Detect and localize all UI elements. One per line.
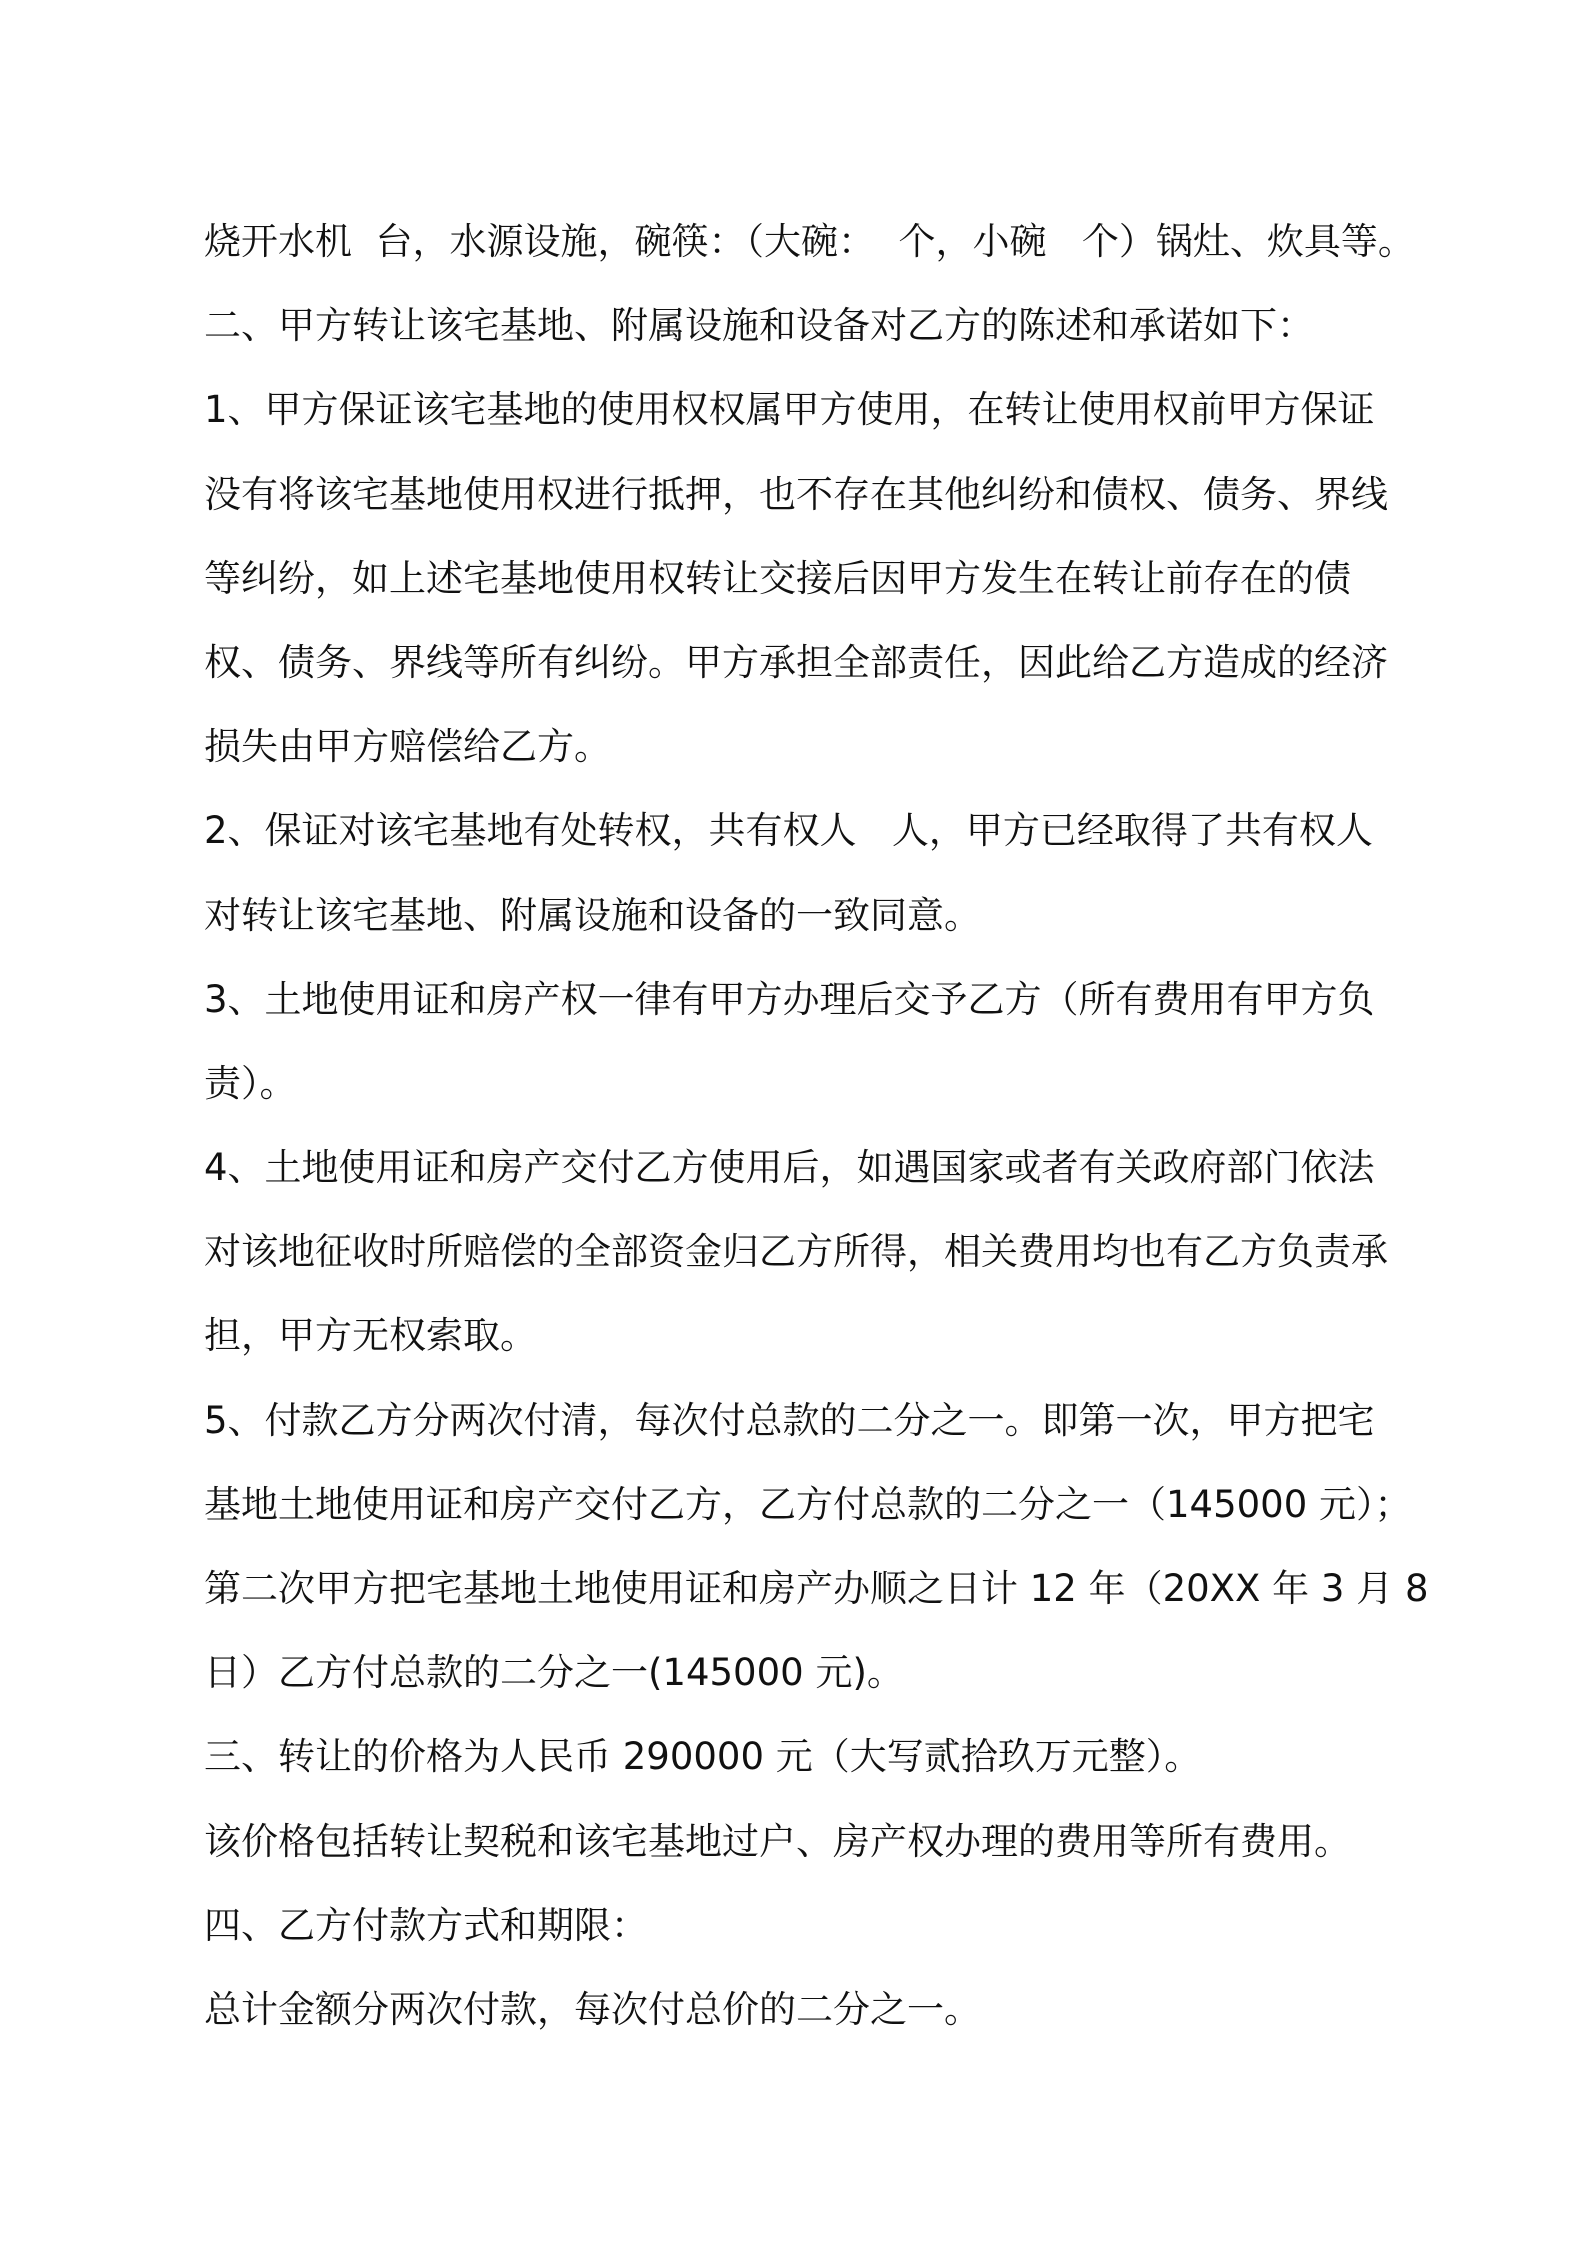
payment-note: 总计金额分两次付款，每次付总价的二分之一。 bbox=[204, 1987, 981, 2031]
clause-5-line-3: 第二次甲方把宅基地土地使用证和房产办顺之日计 12 年（20XX 年 3 月 8 bbox=[204, 1567, 1429, 1610]
section-heading-4: 四、乙方付款方式和期限： bbox=[204, 1903, 648, 1947]
price-note: 该价格包括转让契税和该宅基地过户、房产权办理的费用等所有费用。 bbox=[204, 1819, 1351, 1863]
clause-2-line-2: 对转让该宅基地、附属设施和设备的一致同意。 bbox=[204, 893, 981, 937]
clause-3-line-1: 3、土地使用证和房产权一律有甲方办理后交予乙方（所有费用有甲方负 bbox=[204, 977, 1375, 1021]
clause-5-line-4: 日）乙方付总款的二分之一(145000 元)。 bbox=[204, 1651, 904, 1695]
clause-1-line-4: 权、债务、界线等所有纠纷。甲方承担全部责任，因此给乙方造成的经济 bbox=[204, 640, 1388, 684]
clause-4-line-3: 担，甲方无权索取。 bbox=[204, 1314, 537, 1358]
clause-5-line-1: 5、付款乙方分两次付清，每次付总款的二分之一。即第一次，甲方把宅 bbox=[204, 1398, 1375, 1442]
section-heading-3-price: 三、转让的价格为人民币 290000 元（大写贰拾玖万元整）。 bbox=[204, 1735, 1202, 1779]
clause-4-line-2: 对该地征收时所赔偿的全部资金归乙方所得，相关费用均也有乙方负责承 bbox=[204, 1230, 1388, 1274]
document-body bbox=[204, 200, 1429, 2052]
clause-1-line-5: 损失由甲方赔偿给乙方。 bbox=[204, 725, 611, 769]
text-line-facilities: 烧开水机 台，水源设施，碗筷：（大碗： 个，小碗 个）锅灶、炊具等。 bbox=[204, 220, 1415, 263]
clause-2-line-1: 2、保证对该宅基地有处转权，共有权人 人，甲方已经取得了共有权人 bbox=[204, 809, 1373, 853]
clause-4-line-1: 4、土地使用证和房产交付乙方使用后，如遇国家或者有关政府部门依法 bbox=[204, 1146, 1375, 1190]
clause-1-line-3: 等纠纷，如上述宅基地使用权转让交接后因甲方发生在转让前存在的债 bbox=[204, 556, 1351, 600]
clause-5-line-2: 基地土地使用证和房产交付乙方，乙方付总款的二分之一（145000 元）； bbox=[204, 1482, 1412, 1526]
clause-1-line-1: 1、甲方保证该宅基地的使用权权属甲方使用，在转让使用权前甲方保证 bbox=[204, 388, 1375, 432]
section-heading-2: 二、甲方转让该宅基地、附属设施和设备对乙方的陈述和承诺如下： bbox=[204, 304, 1314, 348]
clause-1-line-2: 没有将该宅基地使用权进行抵押，也不存在其他纠纷和债权、债务、界线 bbox=[204, 472, 1388, 516]
clause-3-line-2: 责）。 bbox=[204, 1061, 297, 1105]
